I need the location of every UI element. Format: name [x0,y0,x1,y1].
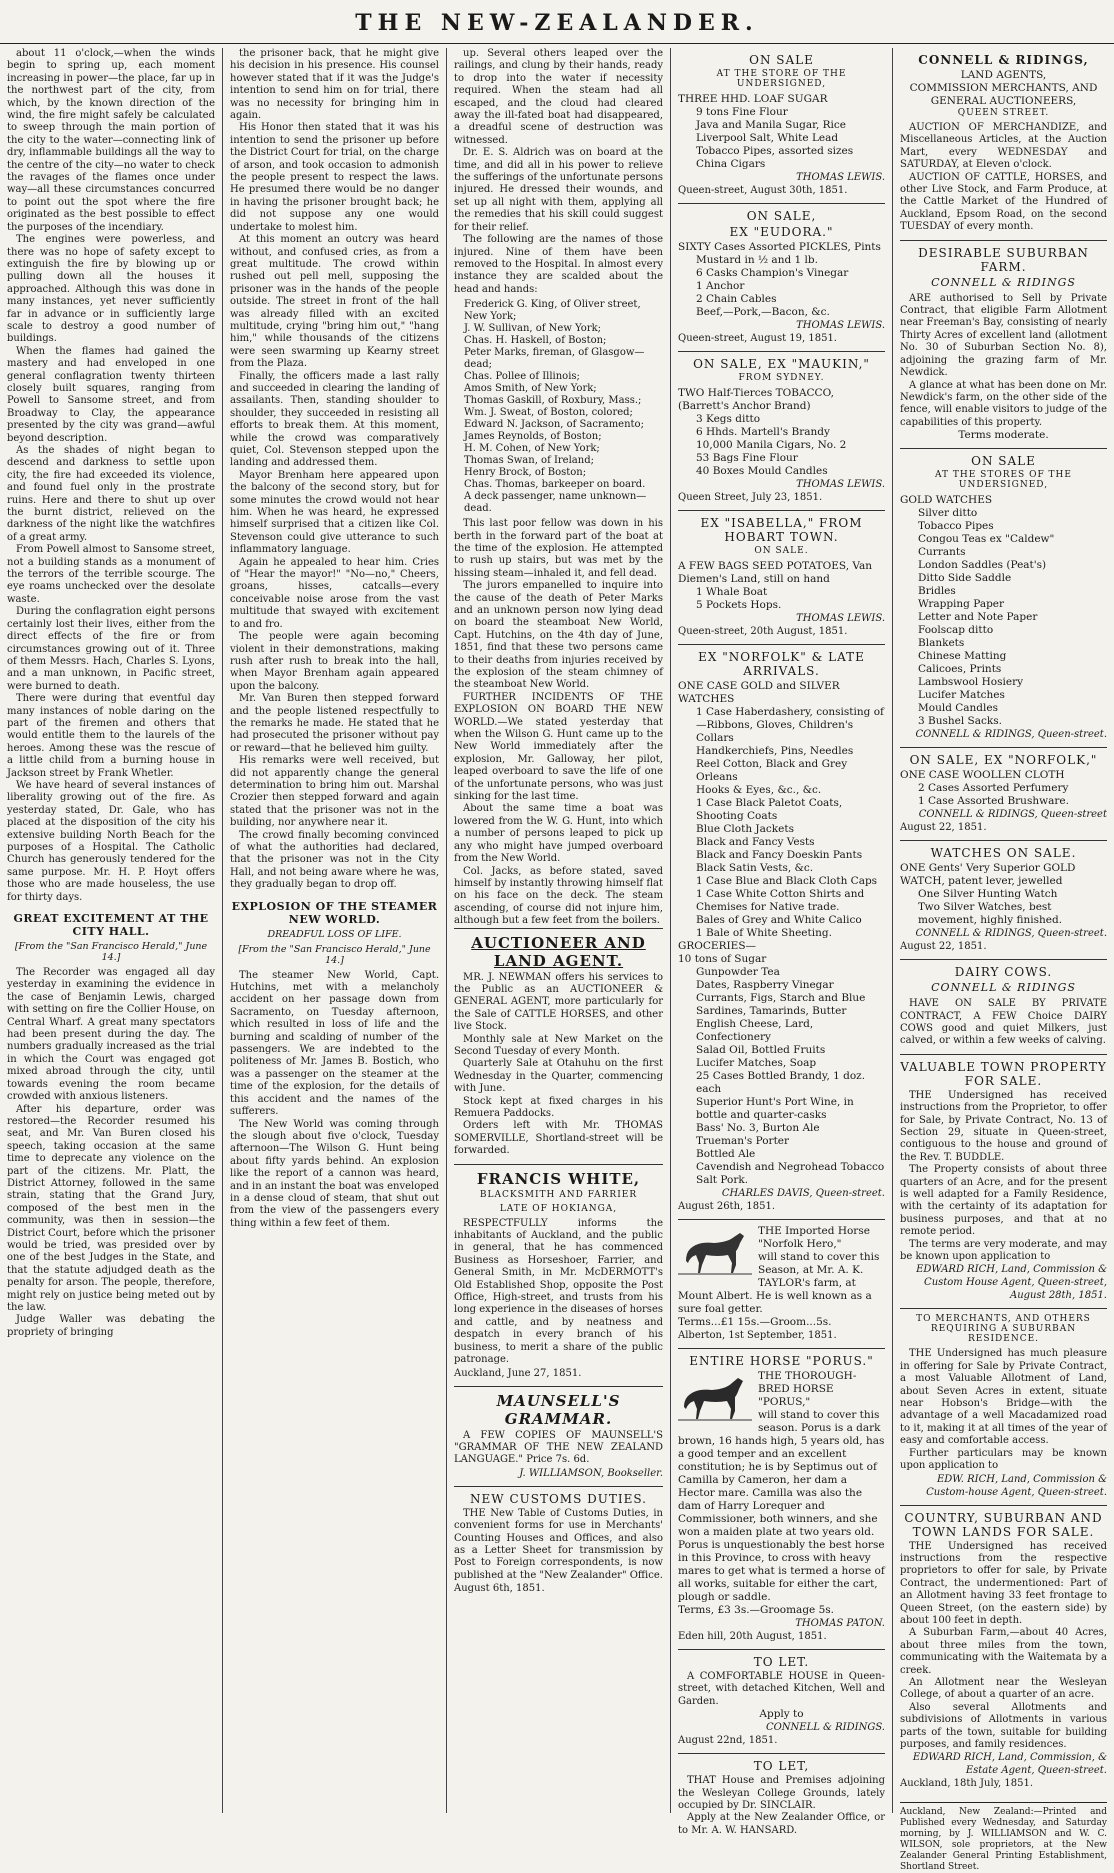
ad-date: Auckland, June 27, 1851. [454,1367,582,1379]
ad-heading: CONNELL & RIDINGS, [918,53,1089,67]
ad-subheading: BLACKSMITH AND FARRIER [479,1189,638,1200]
list-item: Bottled Ale [696,1148,756,1160]
ad-porus [678,1348,885,1649]
list-item: Letter and Note Paper [918,611,1038,624]
paragraph: The engines were powerless, and there was no hope of safety except to extinguish the fire by blowing up or pulling down all the houses it approached. Although this was done in many instances, yet never sufficiently far in advance or in sufficiently large scale to destroy a good number of buildings. [7,234,215,345]
ad-date: Queen-street, August 19, 1851. [678,333,837,344]
ad-date: Queen Street, July 23, 1851. [678,492,823,503]
paragraph: Also several Allotments and subdivisions of Allotments in various parts of the town, suitable for building purposes, and family residences. [900,1701,1107,1750]
list-item: Handkerchiefs, Pins, Needles [696,745,854,757]
list-item: Wrapping Paper [918,598,1005,611]
paragraph: The New World was coming through the slough about five o'clock, Tuesday afternoon—The Wilson G. Hunt being about fifty yards behind. An explosion like the report of a cannon was heard, and in an instant the boat was enveloped in a dense cloud of steam, that shut out from the view of the passengers every thing within a few feet of them. [230,1118,439,1229]
ad-lines [678,93,885,171]
list-item: 40 Boxes Mould Candles [696,465,828,477]
paragraph: Mayor Brenham here appeared upon the balcony of the second story, but for some minutes the crowd would not hear him. When he was heard, he expressed himself surprised that a citizen like Col. Stevenson could give utterance to such inflammatory language. [230,469,439,556]
ad-date: Alberton, 1st September, 1851. [678,1330,837,1341]
list-item: 1 Case Haberdashery, consisting of—Ribbons, Gloves, Children's Collars [696,706,884,744]
list-item: 6 Hhds. Martell's Brandy [696,426,830,438]
paragraph: After his departure, order was restored—the Recorder resumed his seat, and Mr. Van Buren closed his speech, taking occasion at the same time to deprecate any violence on the part of the citizens. Mr. Platt, the District Attorney, followed in the same strain, stating that the Grand Jury, composed of the best men in the community, was then in session—the District Court, before which the prisoner would be tried, was presided over by one of the best Judges in the State, and that the statute adjudged death as the penalty for arson. The people, therefore, might rely on justice being meted out by the law. [7,1103,215,1313]
ad-heading: COUNTRY, SUBURBAN AND TOWN LANDS FOR SALE. [904,1510,1103,1539]
ad-lines [900,494,1107,728]
ad-lines [678,680,885,940]
ad-signature: EDWARD RICH, Land, Commission & Custom House Agent, Queen-street, August 28th, 1851. [916,1264,1107,1302]
ad-norfolk-hero [678,1219,885,1348]
ad-signature: THOMAS LEWIS. [796,613,885,624]
column-3 [446,48,670,1813]
list-item: Currants, Figs, Starch and Blue [696,992,866,1004]
ad-subheading: CONNELL & RIDINGS [931,981,1076,995]
ad-heading: ON SALE [971,454,1036,469]
list-item: 1 Case Black Paletot Coats, Shooting Coats [696,797,843,822]
paragraph: Orders left with Mr. THOMAS SOMERVILLE, Shortland-street will be forwarded. [454,1120,663,1157]
ad-heading: MAUNSELL'S GRAMMAR. [496,1391,621,1428]
paragraph: His remarks were well received, but did not apparently change the general determination to bring him out. Marshal Crozier then stepped forward and again stated that the prisoner was not in the building, nor anywhere near it. [230,755,439,829]
ad-merchants [900,1308,1107,1504]
list-item: will stand to cover this Season, at Mr. A. K. TAYLOR's farm, at Mount Albert. He is well known as a sure foal getter. [678,1251,880,1315]
list-item: Thomas Swan, of Ireland; [464,455,594,467]
list-item: Bridles [918,585,956,598]
city-hall-article-continued [230,48,439,892]
steamer-article-end [454,518,663,927]
list-item: 5 Pockets Hops. [696,599,782,611]
article-source: [From the "San Francisco Herald," June 14.] [238,943,431,966]
list-item: Black and Fancy Vests [696,836,815,848]
ad-paras [900,122,1107,234]
ad-subheading: QUEEN STREET. [957,108,1050,118]
list-item: Chas. H. Haskell, of Boston; [464,335,607,347]
ad-subheading: EX "EUDORA." [729,225,834,239]
list-item: TWO Half-Tierces TOBACCO, (Barrett's Anchor Brand) [678,387,834,412]
paragraph: The Property consists of about three quarters of an Acre, and for the present is well adapted for a Family Residence, with the certainty of its adaptation for business purposes, and that at no remote period. [900,1164,1107,1238]
list-item: Frederick G. King, of Oliver street, New York; [464,299,641,323]
column-4 [670,48,892,1836]
horse-illustration-icon [678,1372,752,1424]
paragraph: the prisoner back, that he might give his decision in his presence. His counsel however stated that if it was the Judge's intention to send him on for trial, there was no necessity for bringing him in again. [230,48,439,122]
ad-heading: EX "NORFOLK" & LATE ARRIVALS. [698,650,865,678]
list-item: 25 Cases Bottled Brandy, 1 doz. each [696,1070,866,1095]
ad-watches [900,840,1107,959]
list-item: Sardines, Tamarinds, Butter [696,1005,847,1017]
list-item: Java and Manila Sugar, Rice [696,119,847,131]
ad-to-let-house [678,1649,885,1753]
ad-body: THE New Table of Customs Duties, in convenient forms for use in Merchants' Counting Houses and Offices, and also as a Letter Sheet for transmission by Post to Foreign correspondents, is now published at the "New Zealander" Office. [454,1507,663,1581]
ad-body: THAT House and Premises adjoining the Wesleyan College Grounds, lately occupied by Dr. SINCLAIR. [678,1775,885,1812]
ad-to-let-premises [678,1753,885,1843]
list-item: 3 Bushel Sacks. [918,715,1002,728]
ad-heading: TO LET, [753,1759,810,1774]
article-heading: GREAT EXCITEMENT AT THE CITY HALL. [13,912,209,939]
list-item: 1 Whale Boat [696,586,768,598]
list-item: Blue Cloth Jackets [696,823,794,835]
list-item: Lucifer Matches [918,689,1005,702]
ad-lines [678,387,885,478]
list-item: Two Silver Watches, best movement, highly finished. [918,901,1063,927]
paragraph: There were during that eventful day many instances of noble daring on the part of the firemen and others that would entitle them to the laurels of the heroes. Among these was the rescue of a little child from a burning house in Jackson street by Frank Whetler. [7,693,215,779]
list-item: Trueman's Porter [696,1135,790,1147]
list-item: 9 tons Fine Flour [696,106,788,118]
list-item: SIXTY Cases Assorted PICKLES, Pints [678,241,881,253]
list-item: 53 Bags Fine Flour [696,452,798,464]
ad-date: Queen-street, 20th August, 1851. [678,626,848,637]
paragraph: A Suburban Farm,—about 40 Acres, about three miles from the town, communicating with the Waitemata by a creek. [900,1627,1107,1676]
paragraph: The following are the names of those injured. Nine of them have been removed to the Hospital. In almost every instance they are scalded about the head and hands: [454,234,663,295]
list-item: Lambswool Hosiery [918,676,1024,689]
list-item: Lucifer Matches, Soap [696,1057,817,1069]
list-item: 3 Kegs ditto [696,413,761,425]
paragraph: AUCTION OF CATTLE, HORSES, and other Live Stock, and Farm Produce, at the Cattle Market of the Hundred of Auckland, Epsom Road, on the second TUESDAY of every month. [900,171,1107,233]
ad-paras [900,1090,1107,1264]
ad-heading: ON SALE, EX "NORFOLK," [909,753,1098,768]
paragraph: This last poor fellow was down in his berth in the forward part of the boat at the time of the explosion. He attempted to rush up stairs, but was met by the hissing steam—inhaled it, and fell dead. [454,518,663,579]
ad-date: August 6th, 1851. [454,1583,545,1595]
ad-date: August 22, 1851. [900,822,987,834]
list-item: ONE CASE GOLD and SILVER WATCHES [678,680,840,705]
paragraph: FURTHER INCIDENTS OF THE EXPLOSION ON BOARD THE NEW WORLD.—We stated yesterday that when the Wilson G. Hunt came up to the New World immediately after the explosion, Mr. Galloway, her pilot, leaped overboard to save the life of one of the unfortunate persons, who was just sinking for the last time. [454,691,663,803]
list-item: Silver ditto [918,507,978,520]
ad-heading: ENTIRE HORSE "PORUS." [689,1354,874,1368]
list-item: COMMISSION MERCHANTS, AND [909,82,1098,94]
paragraph: Col. Jacks, as before stated, saved himself by instantly throwing himself flat on his face on the deck. The steam ascending, of course did not injure him, although but a few feet from the boilers. [454,865,663,927]
ad-lines [678,241,885,319]
list-item: Congou Teas ex "Caldew" [918,533,1055,546]
list-item: Liverpool Salt, White Lead [696,132,839,144]
list-item: Bass' No. 3, Burton Ale [696,1122,820,1134]
paragraph: Finally, the officers made a last rally and succeeded in clearing the landing of assailants. Then, standing shoulder to shoulder, they succeeded in resisting all efforts to break them. At this moment, while the crowd was comparatively quiet, Col. Stevenson stepped upon the landing and addressed them. [230,370,439,469]
ad-signature: CONNELL & RIDINGS. [765,1722,885,1734]
list-item: James Reynolds, of Boston; [464,431,602,443]
injured-list [464,299,663,515]
column-5 [892,48,1114,1873]
ad-signature: CONNELL & RIDINGS, Queen-street [918,809,1107,821]
ad-terms: Terms...£1 15s.—Groom...5s. [678,1316,832,1328]
ad-connell-ridings [900,48,1107,240]
list-item: Currants [918,546,966,559]
steamer-article [230,970,439,1231]
article-subheading: DREADFUL LOSS OF LIFE. [267,928,402,940]
article-heading: EXPLOSION OF THE STEAMER NEW WORLD. [231,899,438,926]
ad-paras [900,293,1107,429]
list-item: London Saddles (Peat's) [918,559,1047,572]
list-item: Ditto Side Saddle [918,572,1012,585]
ad-signature: THOMAS LEWIS. [796,172,885,183]
list-item: Tobacco Pipes, assorted sizes [696,145,854,157]
paragraph: AUCTION OF MERCHANDIZE, and Miscellaneous Articles, at the Auction Mart, every WEDNESDAY and SATURDAY, at Eleven o'clock. [900,122,1107,171]
list-item: Dates, Raspberry Vinegar [696,979,834,991]
paragraph: Stock kept at fixed charges in his Remuera Paddocks. [454,1095,663,1119]
city-hall-article [7,967,215,1339]
list-item: Reel Cotton, Black and Grey Orleans [696,758,848,783]
list-item: Chas. Thomas, barkeeper on board. [464,479,646,491]
list-item: Chas. Pollee of Illinois; [464,371,580,383]
ad-on-sale-lewis [678,48,885,203]
list-item: Amos Smith, of New York; [464,383,597,395]
ad-heading: NEW CUSTOMS DUTIES. [470,1491,647,1506]
list-item: 1 Case Blue and Black Cloth Caps [696,875,878,887]
paragraph: Mr. Van Buren then stepped forward and the people listened respectfully to the remarks he made. He stated that he had prosecuted the prisoner without pay or reward—that he believed him guilty. [230,693,439,754]
ad-grammar [454,1386,663,1486]
ad-heading: WATCHES ON SALE. [930,846,1077,861]
paragraph: up. Several others leaped over the railings, and clung by their hands, ready to drop into the water if necessity required. When the steam had all escaped, and the cloud had cleared away the ill-fated boat had disappeared, a dreadful scene of destruction was witnessed. [454,48,663,146]
printer-imprint: Auckland, New Zealand:—Printed and Published every Wednesday, and Saturday morning, by J. WILLIAMSON and W. C. WILSON, sole proprietors, at the New Zealander General Printing Establishment, Shortland Street. [900,1802,1107,1873]
ad-date: Auckland, 18th July, 1851. [900,1778,1033,1790]
ad-suburban-farm [900,240,1107,448]
ad-heading: DAIRY COWS. [954,965,1053,980]
list-item: 1 Bale of White Sheeting. [696,927,832,939]
paragraph: about 11 o'clock,—when the winds begin to spring up, each moment increasing in power—the place, far up in the northwest part of the city, from which, by the known direction of the wind, the fire might safely be calculated to sweep through the main portion of the city to the water—connecting link of dry, inflammable buildings all the way to the centre of the city—no water to check the ravages of the flames once under way—all these circumstances concurred to point out the spot where the fire originated as the best possible to effect the purposes of the incendiary. [7,48,215,233]
list-item: ONE Gents' Very Superior GOLD WATCH, patent lever, jewelled [900,862,1076,888]
list-item: "Norfolk Hero," [758,1238,842,1250]
paragraph: MR. J. NEWMAN offers his services to the Public as an AUCTIONEER & GENERAL AGENT, more particularly for the Sale of CATTLE HORSES, and other live Stock. [454,971,663,1033]
list-item: Gunpowder Tea [696,966,780,978]
list-item: Mustard in ½ and 1 lb. [696,254,818,266]
paragraph: The steamer New World, Capt. Hutchins, met with a melancholy accident on her passage down from Sacramento, on Tuesday afternoon, which resulted in loss of life and the burning and scalding of number of the passengers. We are indebted to the politeness of Mr. James B. Bostich, who was a passenger on the steamer at the time of the explosion, for the details of this accident and the names of the sufferers. [230,969,439,1118]
ad-terms: Terms moderate. [958,429,1049,442]
column-2 [222,48,446,1813]
ad-subheading: CONNELL & RIDINGS [931,275,1076,289]
ad-town-property [900,1054,1107,1309]
ad-lines [678,560,885,612]
ad-date: Eden hill, 20th August, 1851. [678,1631,827,1642]
paragraph: THE Undersigned has received instructions from the Proprietor, to offer for Sale, by Private Contract, No. 13 of Section 29, situate in Queen-street, contiguous to the house and ground of the Rev. T. BUDDLE. [900,1089,1107,1163]
newspaper-title: THE NEW-ZEALANDER. [355,10,759,36]
ad-heading: FRANCIS WHITE, [476,1169,641,1188]
ad-subheading: ON SALE. [754,546,809,556]
list-item: China Cigars [696,158,766,170]
list-item: GOLD WATCHES [900,494,993,507]
list-item: Thomas Gaskill, of Roxbury, Mass.; [464,395,642,407]
ad-maukin [678,351,885,510]
ad-isabella [678,510,885,644]
ad-eudora [678,203,885,351]
paragraph: His Honor then stated that it was his intention to send the prisoner up before the District Court for trial, on the charge of arson, and took occasion to admonish the people present to respect the laws. He presumed there would be no danger in having the prisoner brought back; he did not suppose any one would undertake to molest him. [230,122,439,233]
list-item: A deck passenger, name unknown—dead. [464,491,647,515]
fire-article [7,48,215,904]
ad-blacksmith [454,1164,663,1386]
ad-body: RESPECTFULLY informs the inhabitants of Auckland, and the public in general, that he has commenced Business as Horseshoer, Farrier, and General Smith, in Mr. McDERMOTT's Old Established Shop, opposite the Post Office, High-street, and trusts from his long experience in the diseases of horses and cattle, and by neatness and despatch in every branch of his business, to merit a share of the public patronage. [454,1217,663,1366]
ad-signature: THOMAS LEWIS. [796,479,885,490]
paragraph: ARE authorised to Sell by Private Contract, that eligible Farm Allotment near Freeman's Bay, consisting of nearly Thirty Acres of excellent land (allotment No. 30 of Suburban Section No. 8), adjoining the grazing farm of Mr. Newdick. [900,292,1107,379]
list-item: 1 Case Assorted Brushware. [918,795,1069,808]
ad-heading: ON SALE [749,53,814,67]
ad-lands-for-sale [900,1505,1107,1797]
ad-woollen [900,747,1107,840]
list-item: Salt Pork. [696,1174,749,1186]
ad-heading: TO LET. [753,1655,810,1669]
paragraph: An Allotment near the Wesleyan College, of about a quarter of an acre. [900,1676,1107,1701]
list-item: GENERAL AUCTIONEERS, [930,95,1077,107]
list-item: 6 Casks Champion's Vinegar [696,267,849,279]
list-item: Bales of Grey and White Calico [696,914,862,926]
ad-section-label: GROCERIES— [678,940,757,952]
ad-lines [678,953,885,1187]
ad-date: August 22, 1851. [900,941,987,953]
ad-date: Queen-street, August 30th, 1851. [678,185,848,196]
ad-stores [900,448,1107,747]
list-item: Chinese Matting [918,650,1007,663]
list-item: J. W. Sullivan, of New York; [464,323,602,335]
list-item: THREE HHD. LOAF SUGAR [678,93,828,105]
list-item: H. M. Cohen, of New York; [464,443,600,455]
ad-terms: Terms, £3 3s.—Groomage 5s. [678,1604,834,1616]
horse-illustration-icon [678,1227,752,1279]
ad-subheading: LATE OF HOKIANGA, [499,1203,618,1214]
list-item: THE Imported Horse [758,1225,870,1237]
list-item: English Cheese, Lard, Confectionery [696,1018,814,1043]
ad-signature: THOMAS LEWIS. [796,320,885,331]
list-item: Foolscap ditto [918,624,994,637]
ad-lines [900,769,1107,808]
ad-body: A FEW COPIES OF MAUNSELL'S "GRAMMAR OF THE NEW ZEALAND LANGUAGE." Price 7s. 6d. [454,1429,663,1466]
list-item: Salad Oil, Bottled Fruits [696,1044,826,1056]
list-item: Black and Fancy Doeskin Pants [696,849,863,861]
masthead [0,0,1114,44]
ad-heading: EX "ISABELLA," FROM HOBART TOWN. [700,516,863,544]
ad-subheading: FROM SYDNEY. [738,373,825,383]
ad-body: HAVE ON SALE BY PRIVATE CONTRACT, A FEW Choice DAIRY COWS good and quiet Milkers, just calved, or within a few weeks of calving. [900,998,1107,1047]
list-item: Mould Candles [918,702,998,715]
ad-heading: ON SALE, [746,209,817,223]
paragraph: The jurors empanelled to inquire into the cause of the death of Peter Marks and an unknown person now lying dead on board the steamboat New World, Capt. Hutchins, on the 4th day of June, 1851, find that these two persons came to their deaths from injuries received by the explosion of the steam chimney of the steamboat New World. [454,580,663,691]
ad-heading: VALUABLE TOWN PROPERTY FOR SALE. [900,1059,1107,1088]
ad-lines [900,69,1107,108]
paragraph: The terms are very moderate, and may be known upon application to [900,1238,1107,1263]
ad-dairy-cows [900,959,1107,1054]
paragraph: When the flames had gained the mastery and had enveloped in one general conflagration twenty thirteen closely built squares, ranging from Powell to Sansome street, and from Broadway to Clay, the appearance presented by the city was grand—awful beyond description. [7,345,215,444]
ad-subheading: AT THE STORES OF THE UNDERSIGNED, [935,470,1072,491]
list-item: Tobacco Pipes [918,520,994,533]
ad-body: A COMFORTABLE HOUSE in Queen-street, with detached Kitchen, Well and Garden. [678,1671,885,1707]
ad-body: THE Undersigned has much pleasure in offering for Sale by Private Contract, a most Valuable Allotment of Land, about Seven Acres in extent, situate near Hobson's Bridge—with the advantage of a well Macadamized road to it, making it at all times of the year of easy and comfortable access. [900,1348,1107,1447]
paragraph: The Recorder was engaged all day yesterday in examining the evidence in the case of Benjamin Lewis, charged with setting on fire the Collier House, on Central Wharf. A great many spectators had been present during the day. The numbers gradually increased as the trial in which the Court was engaged got mixed abroad through the city, until towards evening the room became crowded with anxious listeners. [7,967,215,1103]
list-item: "PORUS," [758,1396,811,1408]
ad-paras [900,1541,1107,1752]
steamer-article-continued [454,48,663,296]
ad-heading: AUCTIONEER AND LAND AGENT. [471,933,646,970]
list-item: Wm. J. Sweat, of Boston, colored; [464,407,633,419]
ad-customs [454,1486,663,1601]
ad-signature: CHARLES DAVIS, Queen-street. [721,1188,885,1199]
list-item: Superior Hunt's Port Wine, in bottle and quarter-casks [696,1096,854,1121]
list-item: 1 Anchor [696,280,745,292]
list-item: Peter Marks, fireman, of Glasgow—dead; [464,347,645,371]
paragraph: During the conflagration eight persons certainly lost their lives, either from the direct effects of the fire or from circumstances growing out of it. Three of them Messrs. Hach, Charles S. Lyons, and a man unknown, in Pacific street, were burned to death. [7,606,215,692]
list-item: Calicoes, Prints [918,663,1002,676]
list-item: One Silver Hunting Watch [918,888,1058,901]
ad-apply: Apply at the New Zealander Office, or to Mr. A. W. HANSARD. [678,1812,885,1836]
list-item: 1 Case White Cotton Shirts and Chemises for Native trade. [696,888,865,913]
paragraph: The crowd finally becoming convinced of what the authorities had declared, that the prisoner was not in the City Hall, and not being aware where he was, they gradually began to drop off. [230,829,439,891]
ad-signature: EDW. RICH, Land, Commission & Custom-house Agent, Queen-street. [926,1473,1107,1498]
list-item: will stand to cover this season. Porus is a dark brown, 16 hands high, 5 years old, has a good temper and an excellent constitution; he is by Septimus out of Camilla by Cameron, her dam a Hector mare. Camilla was also the dam of Harry Lorequer and Commissioner, both winners, and she won a maiden plate at two years old. [678,1409,885,1538]
list-item: Blankets [918,637,965,650]
paragraph: Quarterly Sale at Otahuhu on the first Wednesday in the Quarter, commencing with June. [454,1058,663,1095]
ad-heading: DESIRABLE SUBURBAN FARM. [918,245,1089,274]
paragraph: The people were again becoming violent in their demonstrations, making rush after rush to break into the hall, when Mayor Brenham again appeared upon the balcony. [230,631,439,692]
ad-apply: Apply to [759,1708,804,1721]
paragraph: At this moment an outcry was heard without, and confused cries, as from a great multitude. The crowd within rushed out pell mell, supposing the prisoner was in the hands of the people outside. The street in front of the hall was already filled with an excited multitude, crying "bring him out," "hang him," while thousands of the citizens were seen swarming up Kearny street from the Plaza. [230,234,439,370]
list-item: Porus is unquestionably the best horse in this Province, to cross with heavy mares to get what is termed a horse of all works, suitable for either the cart, plough or saddle. [678,1539,885,1603]
list-item: 2 Chain Cables [696,293,777,305]
ad-signature: CONNELL & RIDINGS, Queen-street. [915,729,1107,741]
ad-date: August 26th, 1851. [678,1201,776,1212]
list-item: Edward N. Jackson, of Sacramento; [464,419,644,431]
paragraph: About the same time a boat was lowered from the W. G. Hunt, into which a number of persons leaped to pick up any who might have jumped overboard from the New World. [454,803,663,865]
paragraph: A glance at what has been done on Mr. Newdick's farm, on the other side of the fence, will enable visitors to judge of the capabilities of this property. [900,379,1107,428]
ad-signature: CONNELL & RIDINGS, Queen-street. [915,928,1107,940]
article-source: [From the "San Francisco Herald," June 14.] [14,941,208,964]
ad-signature: J. WILLIAMSON, Bookseller. [519,1467,663,1479]
ad-signature: EDWARD RICH, Land, Commission, & Estate Agent, Queen-street. [912,1752,1107,1777]
list-item: LAND AGENTS, [960,69,1047,81]
list-item: 10,000 Manila Cigars, No. 2 [696,439,847,451]
ad-subheading: AT THE STORE OF THE UNDERSIGNED, [716,69,847,89]
list-item: 10 tons of Sugar [678,953,767,965]
list-item: 2 Cases Assorted Perfumery [918,782,1069,795]
paragraph: Again he appealed to hear him. Cries of "Hear the mayor!" "No—no," Cheers, groans, hisses, catcalls—every conceivable noise arose from the vast multitude that swayed with excitement to and fro. [230,556,439,630]
ad-auctioneer [454,928,663,1164]
paragraph: From Powell almost to Sansome street, not a building stands as a monument of the terrors of the terrible scourge. The eye roams unchecked over the desolate waste. [7,544,215,605]
ad-body [454,972,663,1158]
column-1 [0,48,222,1813]
list-item: Hooks & Eyes, &c., &c. [696,784,822,796]
list-item: A FEW BAGS SEED POTATOES, Van Diemen's Land, still on hand [678,560,873,585]
paragraph: Monthly sale at New Market on the Second Tuesday of every Month. [454,1033,663,1057]
list-item: Henry Brock, of Boston; [464,467,587,479]
ad-lines [900,862,1107,927]
list-item: THE THOROUGH-BRED HORSE [758,1370,857,1395]
ad-heading: TO MERCHANTS, AND OTHERS REQUIRING A SUBURBAN RESIDENCE. [916,1314,1091,1345]
ad-signature: THOMAS PATON. [795,1618,885,1629]
list-item: ONE CASE WOOLLEN CLOTH [900,769,1065,782]
list-item: Black Satin Vests, &c. [696,862,814,874]
paragraph: Dr. E. S. Aldrich was on board at the time, and did all in his power to relieve the sufferings of the unfortunate persons injured. He dressed their wounds, and set up all night with them, applying all the remedies that his skill could suggest for their relief. [454,147,663,233]
ad-body: Further particulars may be known upon application to [900,1447,1107,1472]
paragraph: THE Undersigned has received instructions from the respective proprietors to offer for sale, by Private Contract, the undermentioned: Part of an Allotment having 33 feet frontage to Queen Street, (on the eastern side) by about 100 feet in depth. [900,1540,1107,1626]
ad-date: August 22nd, 1851. [678,1735,778,1747]
paragraph: Judge Waller was debating the propriety of bringing [7,1314,215,1338]
ad-heading: ON SALE, EX "MAUKIN," [693,357,870,371]
paragraph: As the shades of night began to descend and darkness to settle upon city, the fire had exceeded its violence, and found fuel only in the prostrate ruins. Here and there to shut up over the burnt district, relieved on the darkness of the night like the watchfires of a great army. [7,445,215,543]
list-item: Beef,—Pork,—Bacon, &c. [696,306,830,318]
ad-norfolk-arrivals [678,644,885,1219]
paragraph: We have heard of several instances of liberality growing out of the fire. As yesterday stated, Dr. Gale, who has placed at the disposition of the city his extensive building North Beach for the purposes of a Hospital. The Catholic Church has generously tendered for the same purpose. Mr. H. P. Hoyt offers those who are made houseless, the use for thirty days. [7,779,215,903]
list-item: Cavendish and Negrohead Tobacco [696,1161,885,1173]
